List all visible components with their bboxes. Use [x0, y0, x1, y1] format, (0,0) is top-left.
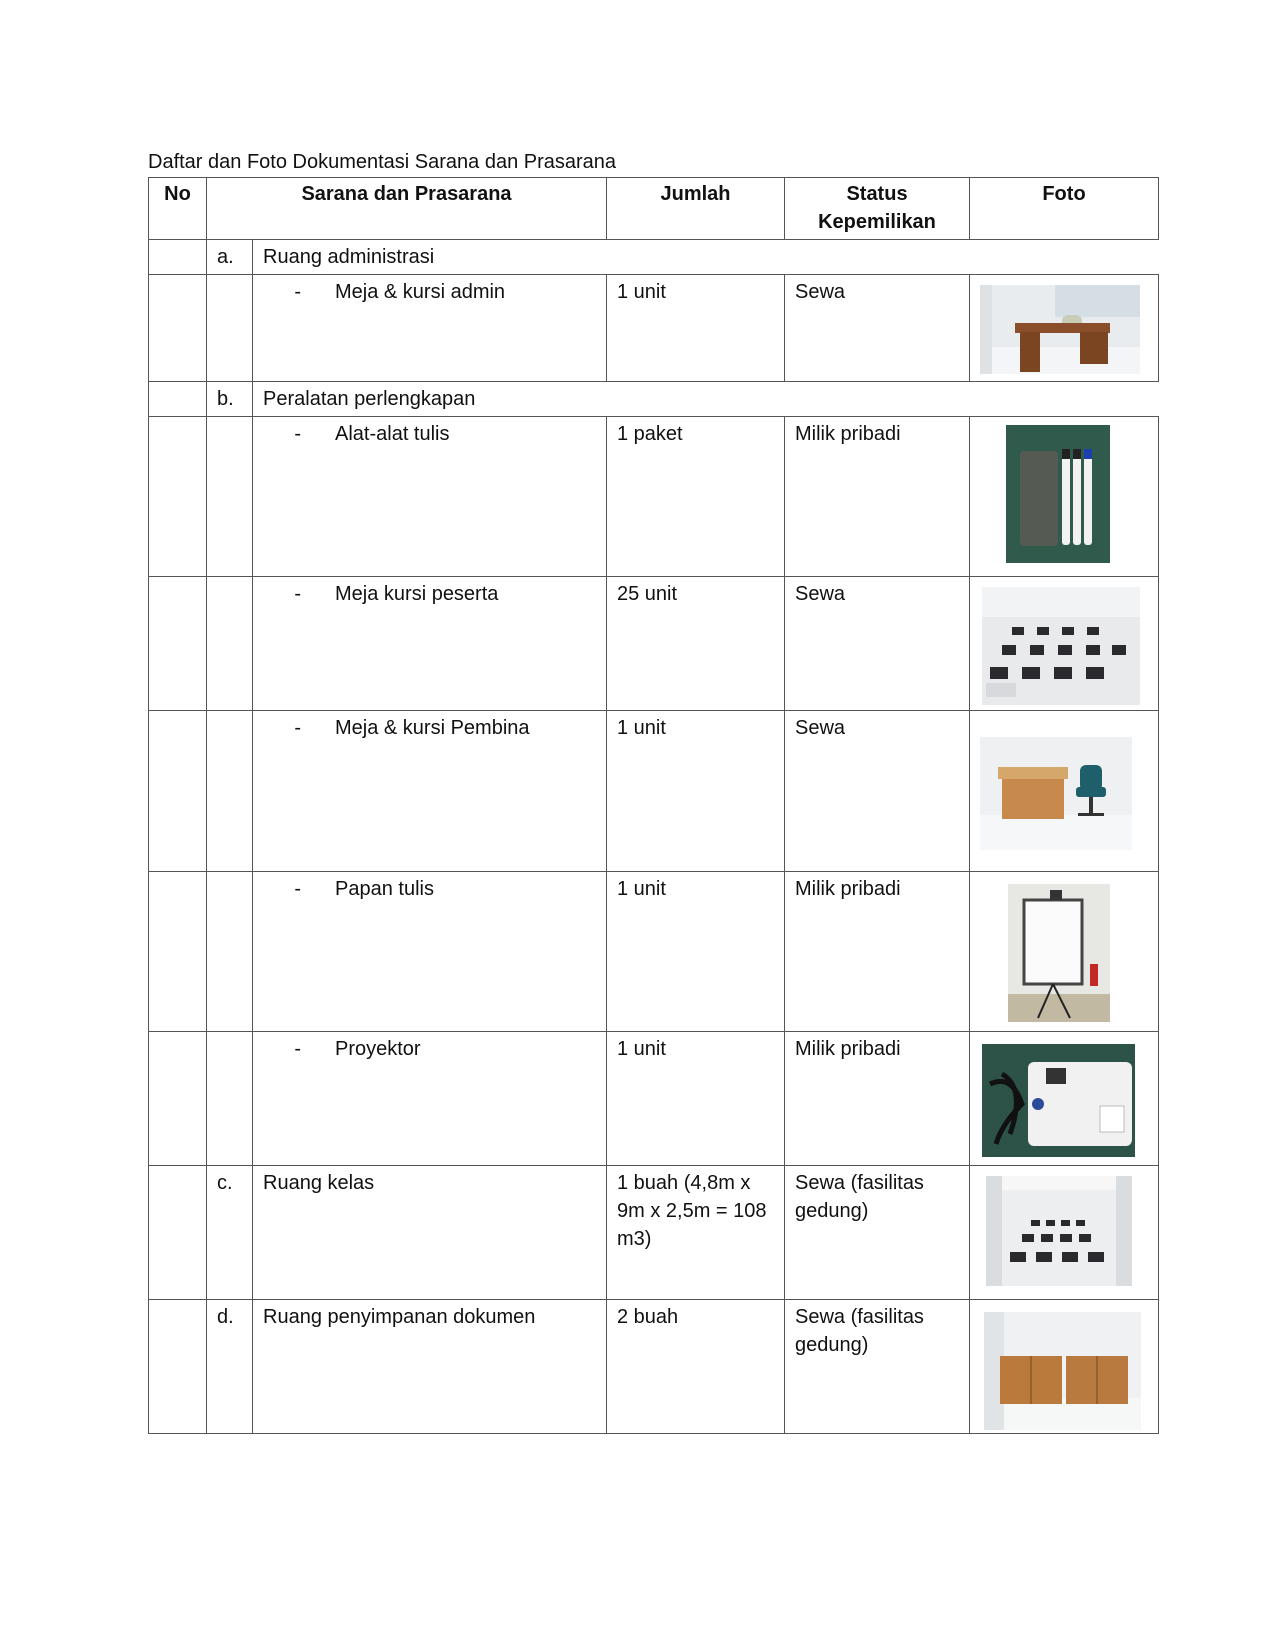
item-name: Papan tulis	[335, 878, 434, 900]
whiteboard-photo	[1008, 884, 1110, 1022]
item-dash: -	[294, 583, 301, 605]
header-no: No	[149, 178, 207, 240]
item-jumlah: 1 unit	[607, 872, 785, 1032]
header-foto: Foto	[970, 178, 1159, 240]
item-name-cell	[253, 275, 607, 382]
section-name: Peralatan perlengkapan	[253, 382, 1159, 417]
item-name: Meja & kursi admin	[335, 281, 506, 303]
section-foto-cell	[970, 1166, 1159, 1300]
section-letter: b.	[207, 382, 253, 417]
item-jumlah: 25 unit	[607, 577, 785, 711]
participant-chairs-photo	[982, 587, 1140, 705]
header-status-line1: Status	[846, 183, 908, 205]
section-name: Ruang penyimpanan dokumen	[253, 1300, 607, 1434]
item-status: Sewa	[785, 275, 970, 382]
markers-photo	[1006, 425, 1110, 563]
item-dash: -	[294, 1038, 301, 1060]
section-jumlah: 2 buah	[607, 1300, 785, 1434]
item-foto-cell	[970, 872, 1159, 1032]
item-jumlah: 1 paket	[607, 417, 785, 577]
section-foto-cell	[970, 1300, 1159, 1434]
item-jumlah: 1 unit	[607, 1032, 785, 1166]
item-status: Milik pribadi	[785, 1032, 970, 1166]
item-name: Proyektor	[335, 1038, 421, 1060]
admin-desk-photo	[980, 285, 1140, 374]
item-row	[149, 417, 1159, 577]
item-name-cell	[253, 577, 607, 711]
item-dash: -	[294, 878, 301, 900]
section-status: Sewa (fasilitas gedung)	[785, 1166, 970, 1300]
item-dash: -	[294, 717, 301, 739]
section-name: Ruang kelas	[253, 1166, 607, 1300]
item-name-cell	[253, 711, 607, 872]
facilities-table	[148, 177, 1159, 1434]
projector-photo	[982, 1044, 1135, 1157]
section-jumlah: 1 buah (4,8m x 9m x 2,5m = 108 m3)	[607, 1166, 785, 1300]
item-dash: -	[294, 423, 301, 445]
cabinet-photo	[984, 1312, 1141, 1430]
item-name: Meja kursi peserta	[335, 583, 499, 605]
item-foto-cell	[970, 417, 1159, 577]
item-row	[149, 275, 1159, 382]
header-row	[149, 178, 1159, 240]
section-row-d	[149, 1300, 1159, 1434]
item-row	[149, 1032, 1159, 1166]
mentor-desk-photo	[980, 737, 1132, 850]
item-row	[149, 577, 1159, 711]
item-name: Meja & kursi Pembina	[335, 717, 530, 739]
item-status: Milik pribadi	[785, 872, 970, 1032]
item-row	[149, 711, 1159, 872]
section-status: Sewa (fasilitas gedung)	[785, 1300, 970, 1434]
item-name-cell	[253, 872, 607, 1032]
section-letter: a.	[207, 240, 253, 275]
item-name-cell	[253, 417, 607, 577]
section-row-b	[149, 382, 1159, 417]
item-dash: -	[294, 281, 301, 303]
item-name-cell	[253, 1032, 607, 1166]
header-status	[785, 178, 970, 240]
item-row	[149, 872, 1159, 1032]
header-jumlah: Jumlah	[607, 178, 785, 240]
document-caption: Daftar dan Foto Dokumentasi Sarana dan Prasarana	[148, 151, 617, 173]
item-jumlah: 1 unit	[607, 711, 785, 872]
item-name: Alat-alat tulis	[335, 423, 450, 445]
item-status: Sewa	[785, 711, 970, 872]
header-sarana: Sarana dan Prasarana	[207, 178, 607, 240]
section-letter: d.	[207, 1300, 253, 1434]
item-foto-cell	[970, 577, 1159, 711]
item-foto-cell	[970, 275, 1159, 382]
item-status: Sewa	[785, 577, 970, 711]
item-foto-cell	[970, 711, 1159, 872]
header-status-line2: Kepemilikan	[818, 211, 936, 233]
section-row-c	[149, 1166, 1159, 1300]
section-name: Ruang administrasi	[253, 240, 1159, 275]
section-row-a	[149, 240, 1159, 275]
classroom-photo	[986, 1176, 1132, 1286]
item-status: Milik pribadi	[785, 417, 970, 577]
section-letter: c.	[207, 1166, 253, 1300]
item-foto-cell	[970, 1032, 1159, 1166]
item-jumlah: 1 unit	[607, 275, 785, 382]
